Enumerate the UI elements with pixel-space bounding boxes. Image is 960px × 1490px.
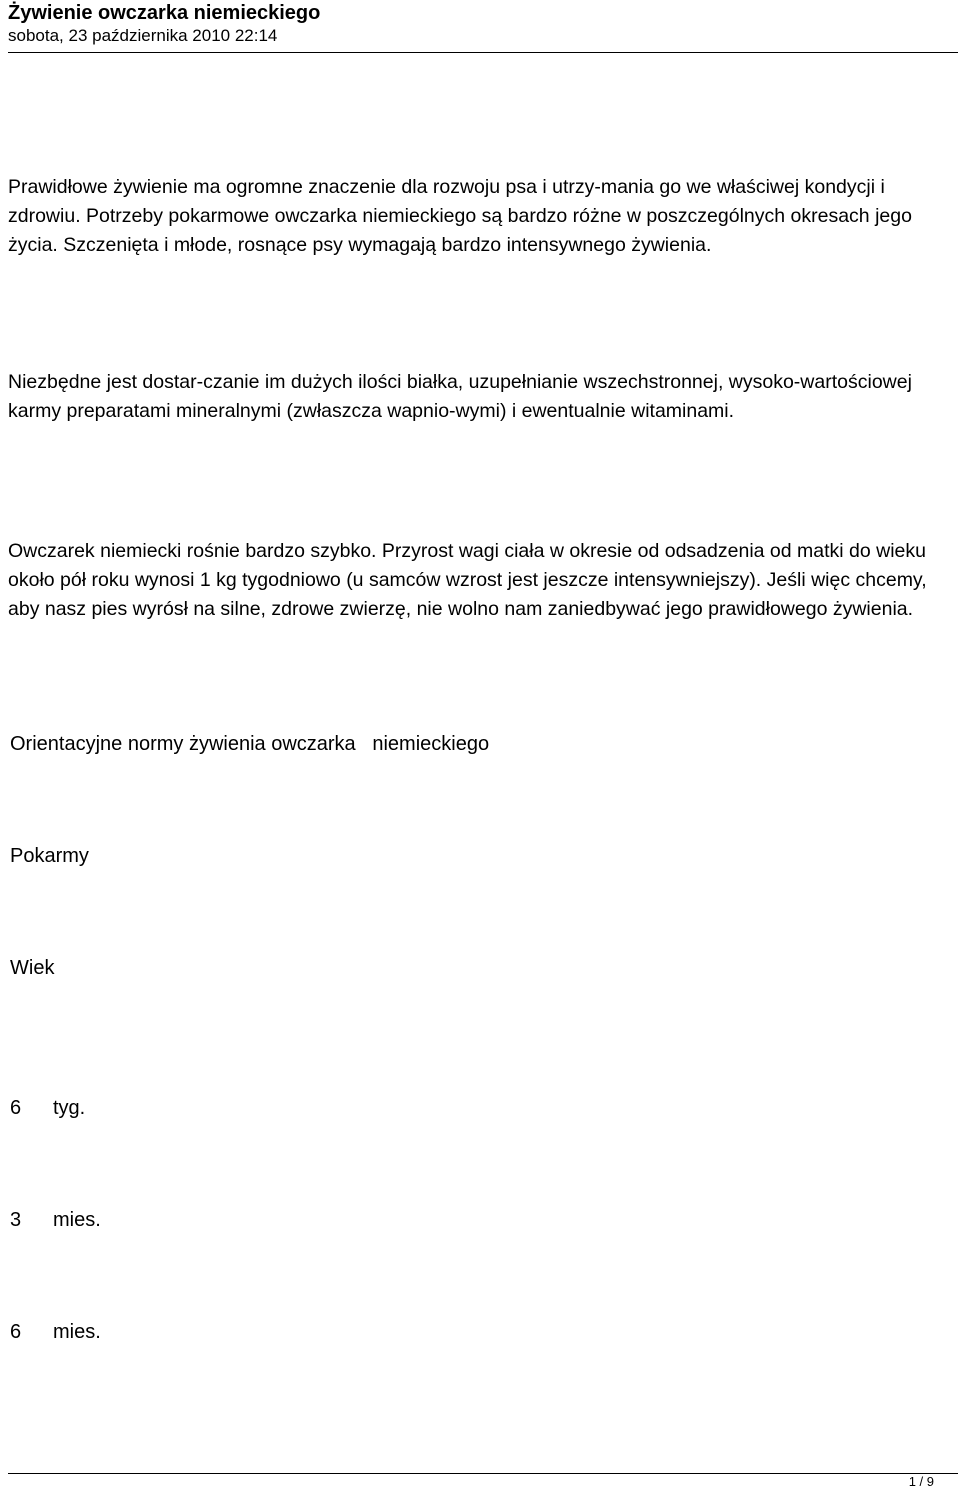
paragraph-2: Niezbędne jest dostar-czanie im dużych ilości białka, uzupełnianie wszechstronnej, wysoko-wartościowej karmy preparatami mineralnymi (zwłaszcza wapnio-wymi) i ewentualnie witaminami. [8, 371, 912, 422]
age-unit: mies. [53, 1321, 101, 1343]
page-number: 1 / 9 [908, 1474, 934, 1489]
paragraph-3: Owczarek niemiecki rośnie bardzo szybko. Przyrost wagi ciała w okresie od odsadzenia od matki do wieku około pół roku wynosi 1 kg tygodniowo (u samców wzrost jest jeszcze intensywniejszy). Jeśli więc chcemy, aby nasz pies wyrósł na silne, zdrowe zwierzę, nie wolno nam zaniedbywać jego prawidłowego żywienia. [8, 540, 927, 620]
column-age-label: Wiek [10, 957, 55, 979]
age-unit: mies. [53, 1209, 101, 1231]
table-heading: Orientacyjne normy żywienia owczarka niemieckiego [10, 733, 490, 755]
article-date: sobota, 23 października 2010 22:14 [8, 26, 278, 45]
age-number: 6 [10, 1097, 22, 1119]
age-row [10, 1097, 85, 1120]
article-title: Żywienie owczarka niemieckiego [8, 2, 321, 24]
paragraph-1: Prawidłowe żywienie ma ogromne znaczenie dla rozwoju psa i utrzy-mania go we właściwej kondycji i zdrowiu. Potrzeby pokarmowe owczarka niemieckiego są bardzo różne w poszczególnych okresach jego życia. Szczenięta i młode, rosnące psy wymagają bardzo intensywnego żywienia. [8, 176, 912, 256]
age-number: 6 [10, 1321, 22, 1343]
footer-divider [8, 1473, 958, 1474]
age-unit: tyg. [53, 1097, 86, 1119]
age-row [10, 1209, 101, 1232]
age-row [10, 1321, 101, 1344]
age-number: 3 [10, 1209, 22, 1231]
header-divider [8, 52, 958, 53]
column-food-label: Pokarmy [10, 845, 89, 867]
